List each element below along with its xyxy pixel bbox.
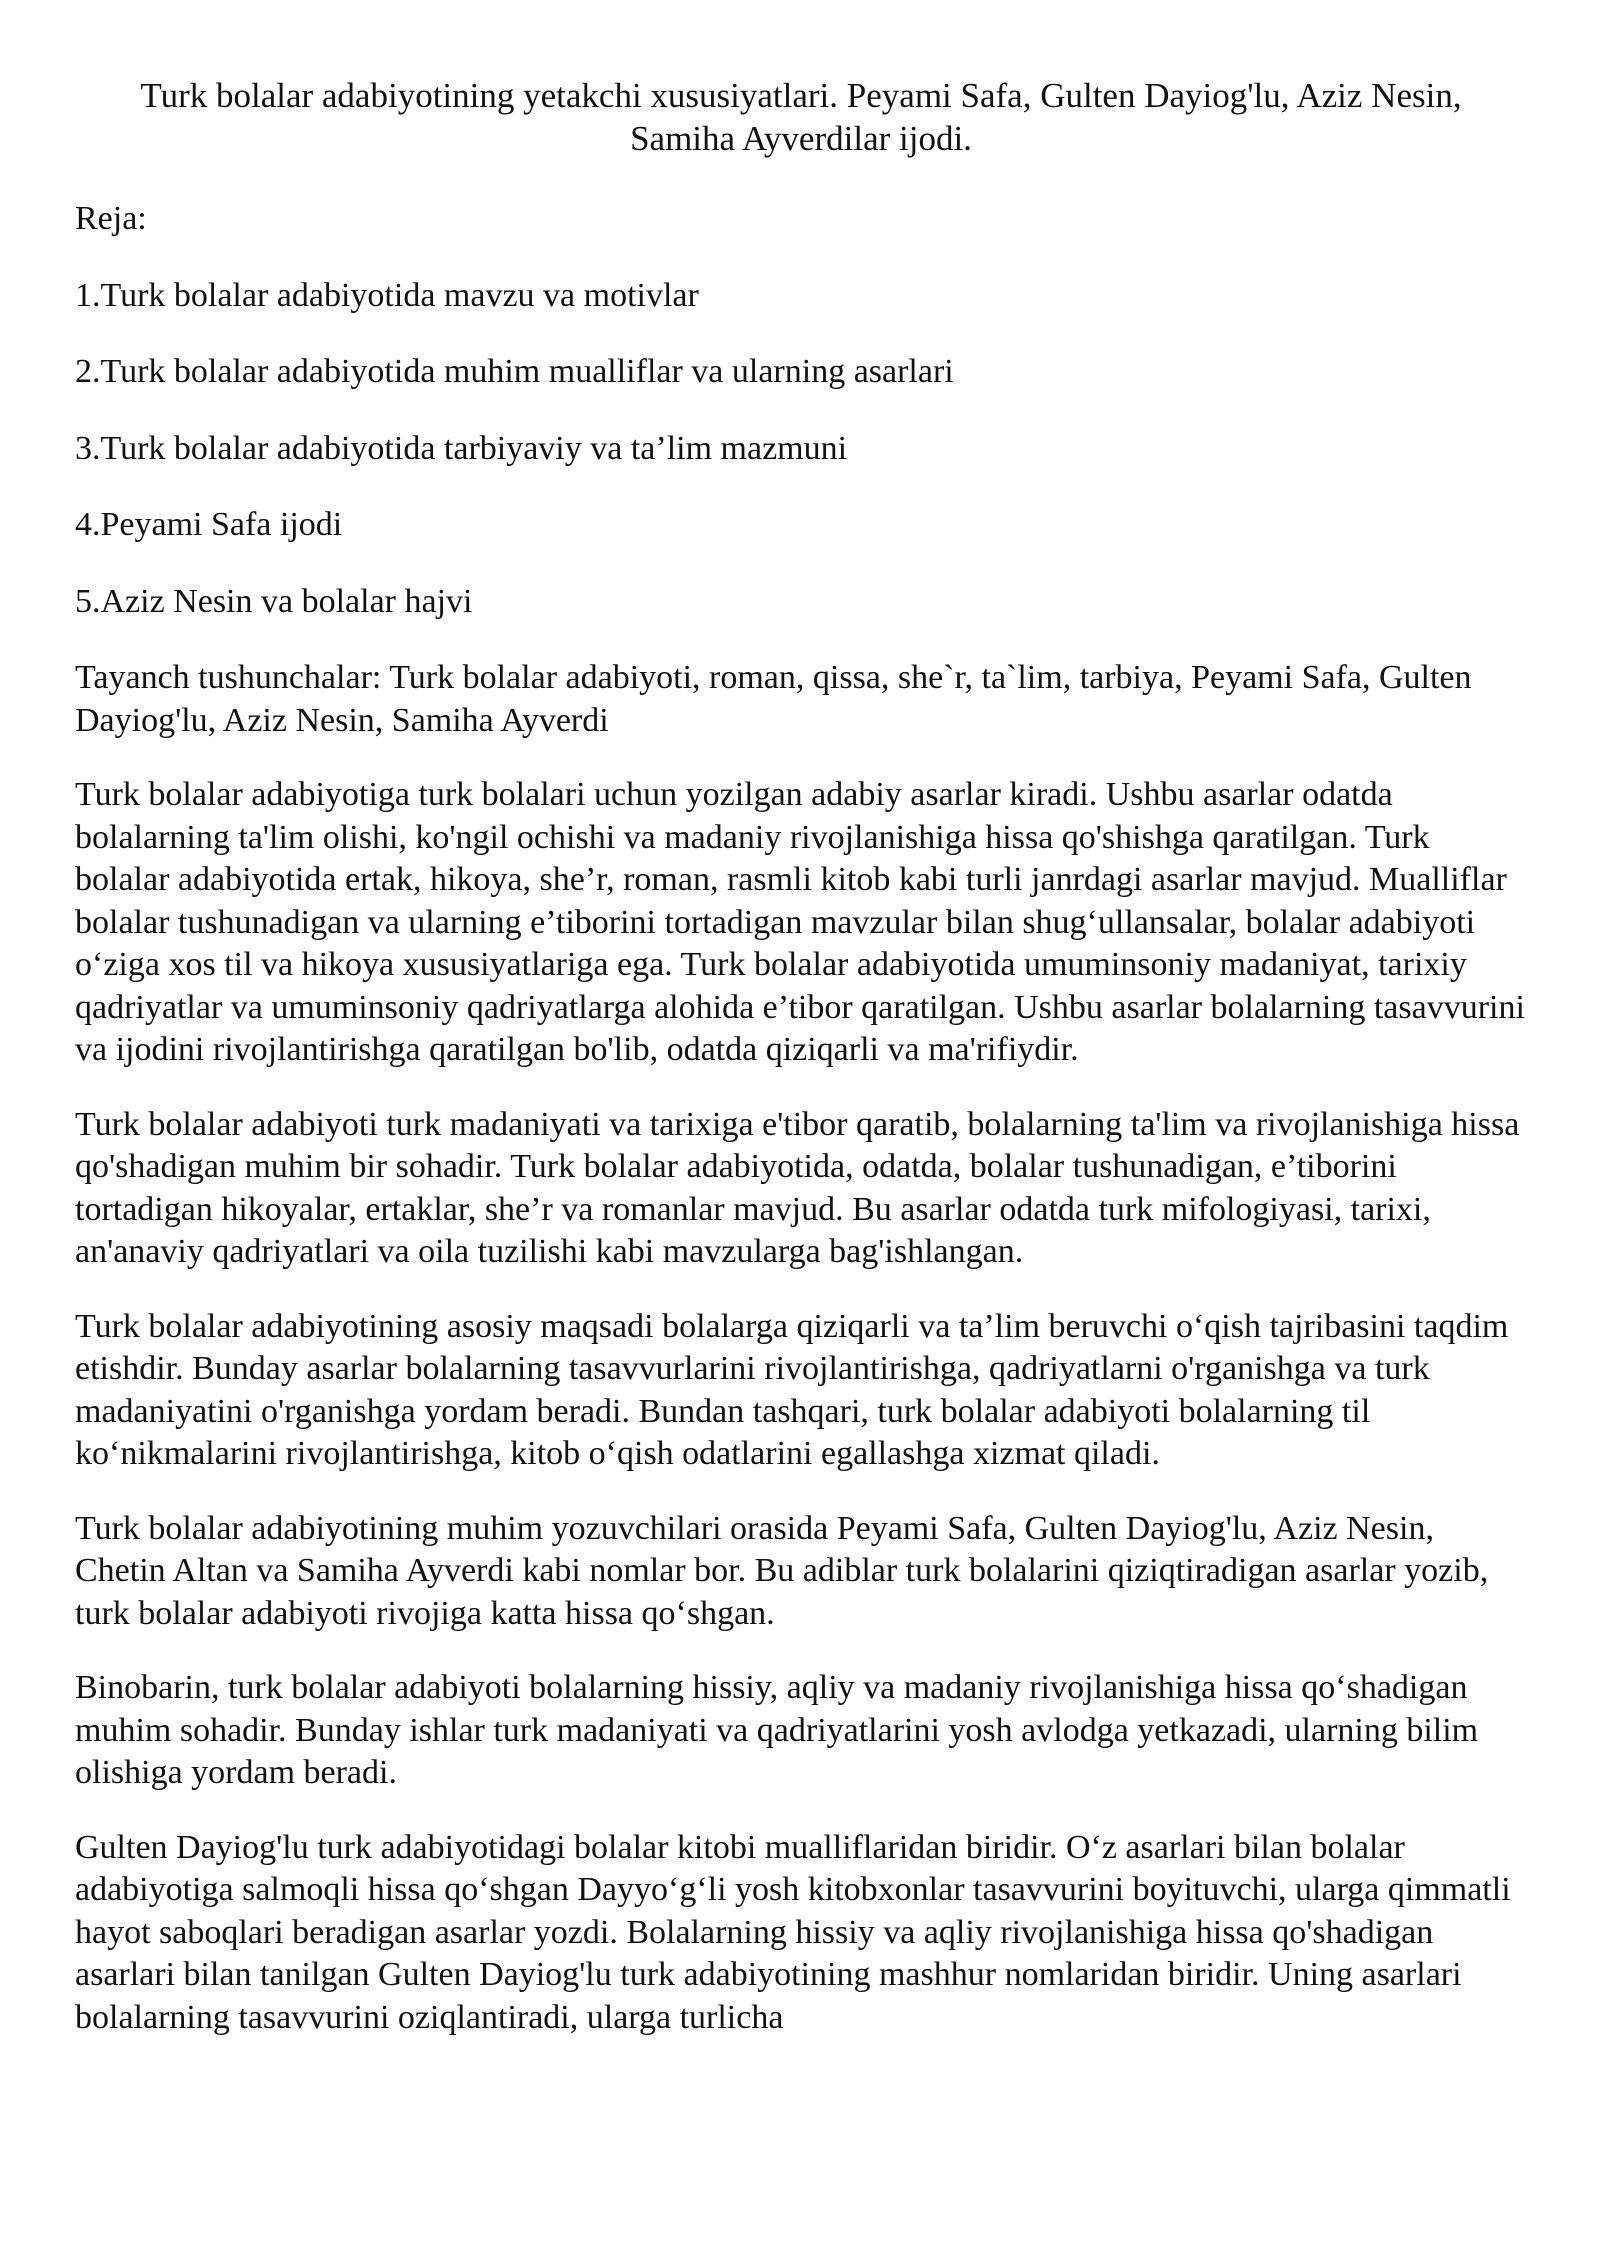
body-paragraph: Gulten Dayiog'lu turk adabiyotidagi bolalar kitobi mualliflaridan biridir. O‘z asarlari bilan bolalar adabiyotiga salmoqli hissa qo‘shgan Dayyo‘g‘li yosh kitobxonlar tasavvurini boyituvchi, ularga qimmatli hayot saboqlari beradigan asarlar yozdi. Bolalarning hissiy va aqliy rivojlanishiga hissa qo'shadigan asarlari bilan tanilgan Gulten Dayiog'lu turk adabiyotining mashhur nomlaridan biridir. Uning asarlari bolalarning tasavvurini oziqlantiradi, ularga turlicha: [75, 1828, 1511, 2036]
plan-item: 3.Turk bolalar adabiyotida tarbiyaviy va ta’lim mazmuni: [75, 429, 848, 467]
plan-heading: Reja:: [75, 200, 147, 237]
body-paragraph: Binobarin, turk bolalar adabiyoti bolalarning hissiy, aqliy va madaniy rivojlanishiga hissa qo‘shadigan muhim sohadir. Bunday ishlar turk madaniyati va qadriyatlarini yosh avlodga yetkazadi, ularning bilim olishiga yordam beradi.: [75, 1669, 1479, 1791]
plan-item: 2.Turk bolalar adabiyotida muhim mualliflar va ularning asarlari: [75, 353, 954, 390]
plan-item: 1.Turk bolalar adabiyotida mavzu va motivlar: [75, 276, 699, 314]
plan-item: 4.Peyami Safa ijodi: [75, 506, 343, 543]
plan-list: [75, 275, 1527, 624]
plan-item: 5.Aziz Nesin va bolalar hajvi: [75, 582, 473, 620]
body-paragraph: Turk bolalar adabiyotining asosiy maqsadi bolalarga qiziqarli va ta’lim beruvchi o‘qish tajribasini taqdim etishdir. Bunday asarlar bolalarning tasavvurlarini rivojlantirishga, qadriyatlarni o'rganishga va turk madaniyatini o'rganishga yordam beradi. Bundan tashqari, turk bolalar adabiyoti bolalarning til ko‘nikmalarini rivojlantirishga, kitob o‘qish odatlarini egallashga xizmat qiladi.: [75, 1307, 1509, 1472]
body-paragraph: Turk bolalar adabiyoti turk madaniyati va tarixiga e'tibor qaratib, bolalarning ta'lim va rivojlanishiga hissa qo'shadigan muhim bir sohadir. Turk bolalar adabiyotida, odatda, bolalar tushunadigan, e’tiborini tortadigan hikoyalar, ertaklar, she’r va romanlar mavjud. Bu asarlar odatda turk mifologiyasi, tarixi, an'anaviy qadriyatlari va oila tuzilishi kabi mavzularga bag'ishlangan.: [75, 1105, 1520, 1270]
body-paragraph: Turk bolalar adabiyotining muhim yozuvchilari orasida Peyami Safa, Gulten Dayiog'lu, Aziz Nesin, Chetin Altan va Samiha Ayverdi kabi nomlar bor. Bu adiblar turk bolalarini qiziqtiradigan asarlar yozib, turk bolalar adabiyoti rivojiga katta hissa qo‘shgan.: [75, 1509, 1489, 1632]
document-title: Turk bolalar adabiyotining yetakchi xususiyatlari. Peyami Safa, Gulten Dayiog'lu, Aziz Nesin, Samiha Ayverdilar ijodi.: [140, 76, 1462, 158]
keywords-paragraph: Tayanch tushunchalar: Turk bolalar adabiyoti, roman, qissa, she`r, ta`lim, tarbiya, Peyami Safa, Gulten Dayiog'lu, Aziz Nesin, Samiha Ayverdi: [75, 659, 1472, 739]
body-paragraph: Turk bolalar adabiyotiga turk bolalari uchun yozilgan adabiy asarlar kiradi. Ushbu asarlar odatda bolalarning ta'lim olishi, ko'ngil ochishi va madaniy rivojlanishiga hissa qo'shishga qaratilgan. Turk bolalar adabiyotida ertak, hikoya, she’r, roman, rasmli kitob kabi turli janrdagi asarlar mavjud. Mualliflar bolalar tushunadigan va ularning e’tiborini tortadigan mavzular bilan shug‘ullansalar, bolalar adabiyoti o‘ziga xos til va hikoya xususiyatlariga ega. Turk bolalar adabiyotida umuminsoniy madaniyat, tarixiy qadriyatlar va umuminsoniy qadriyatlarga alohida e’tibor qaratilgan. Ushbu asarlar bolalarning tasavvurini va ijodini rivojlantirishga qaratilgan bo'lib, odatda qiziqarli va ma'rifiydir.: [75, 776, 1525, 1068]
